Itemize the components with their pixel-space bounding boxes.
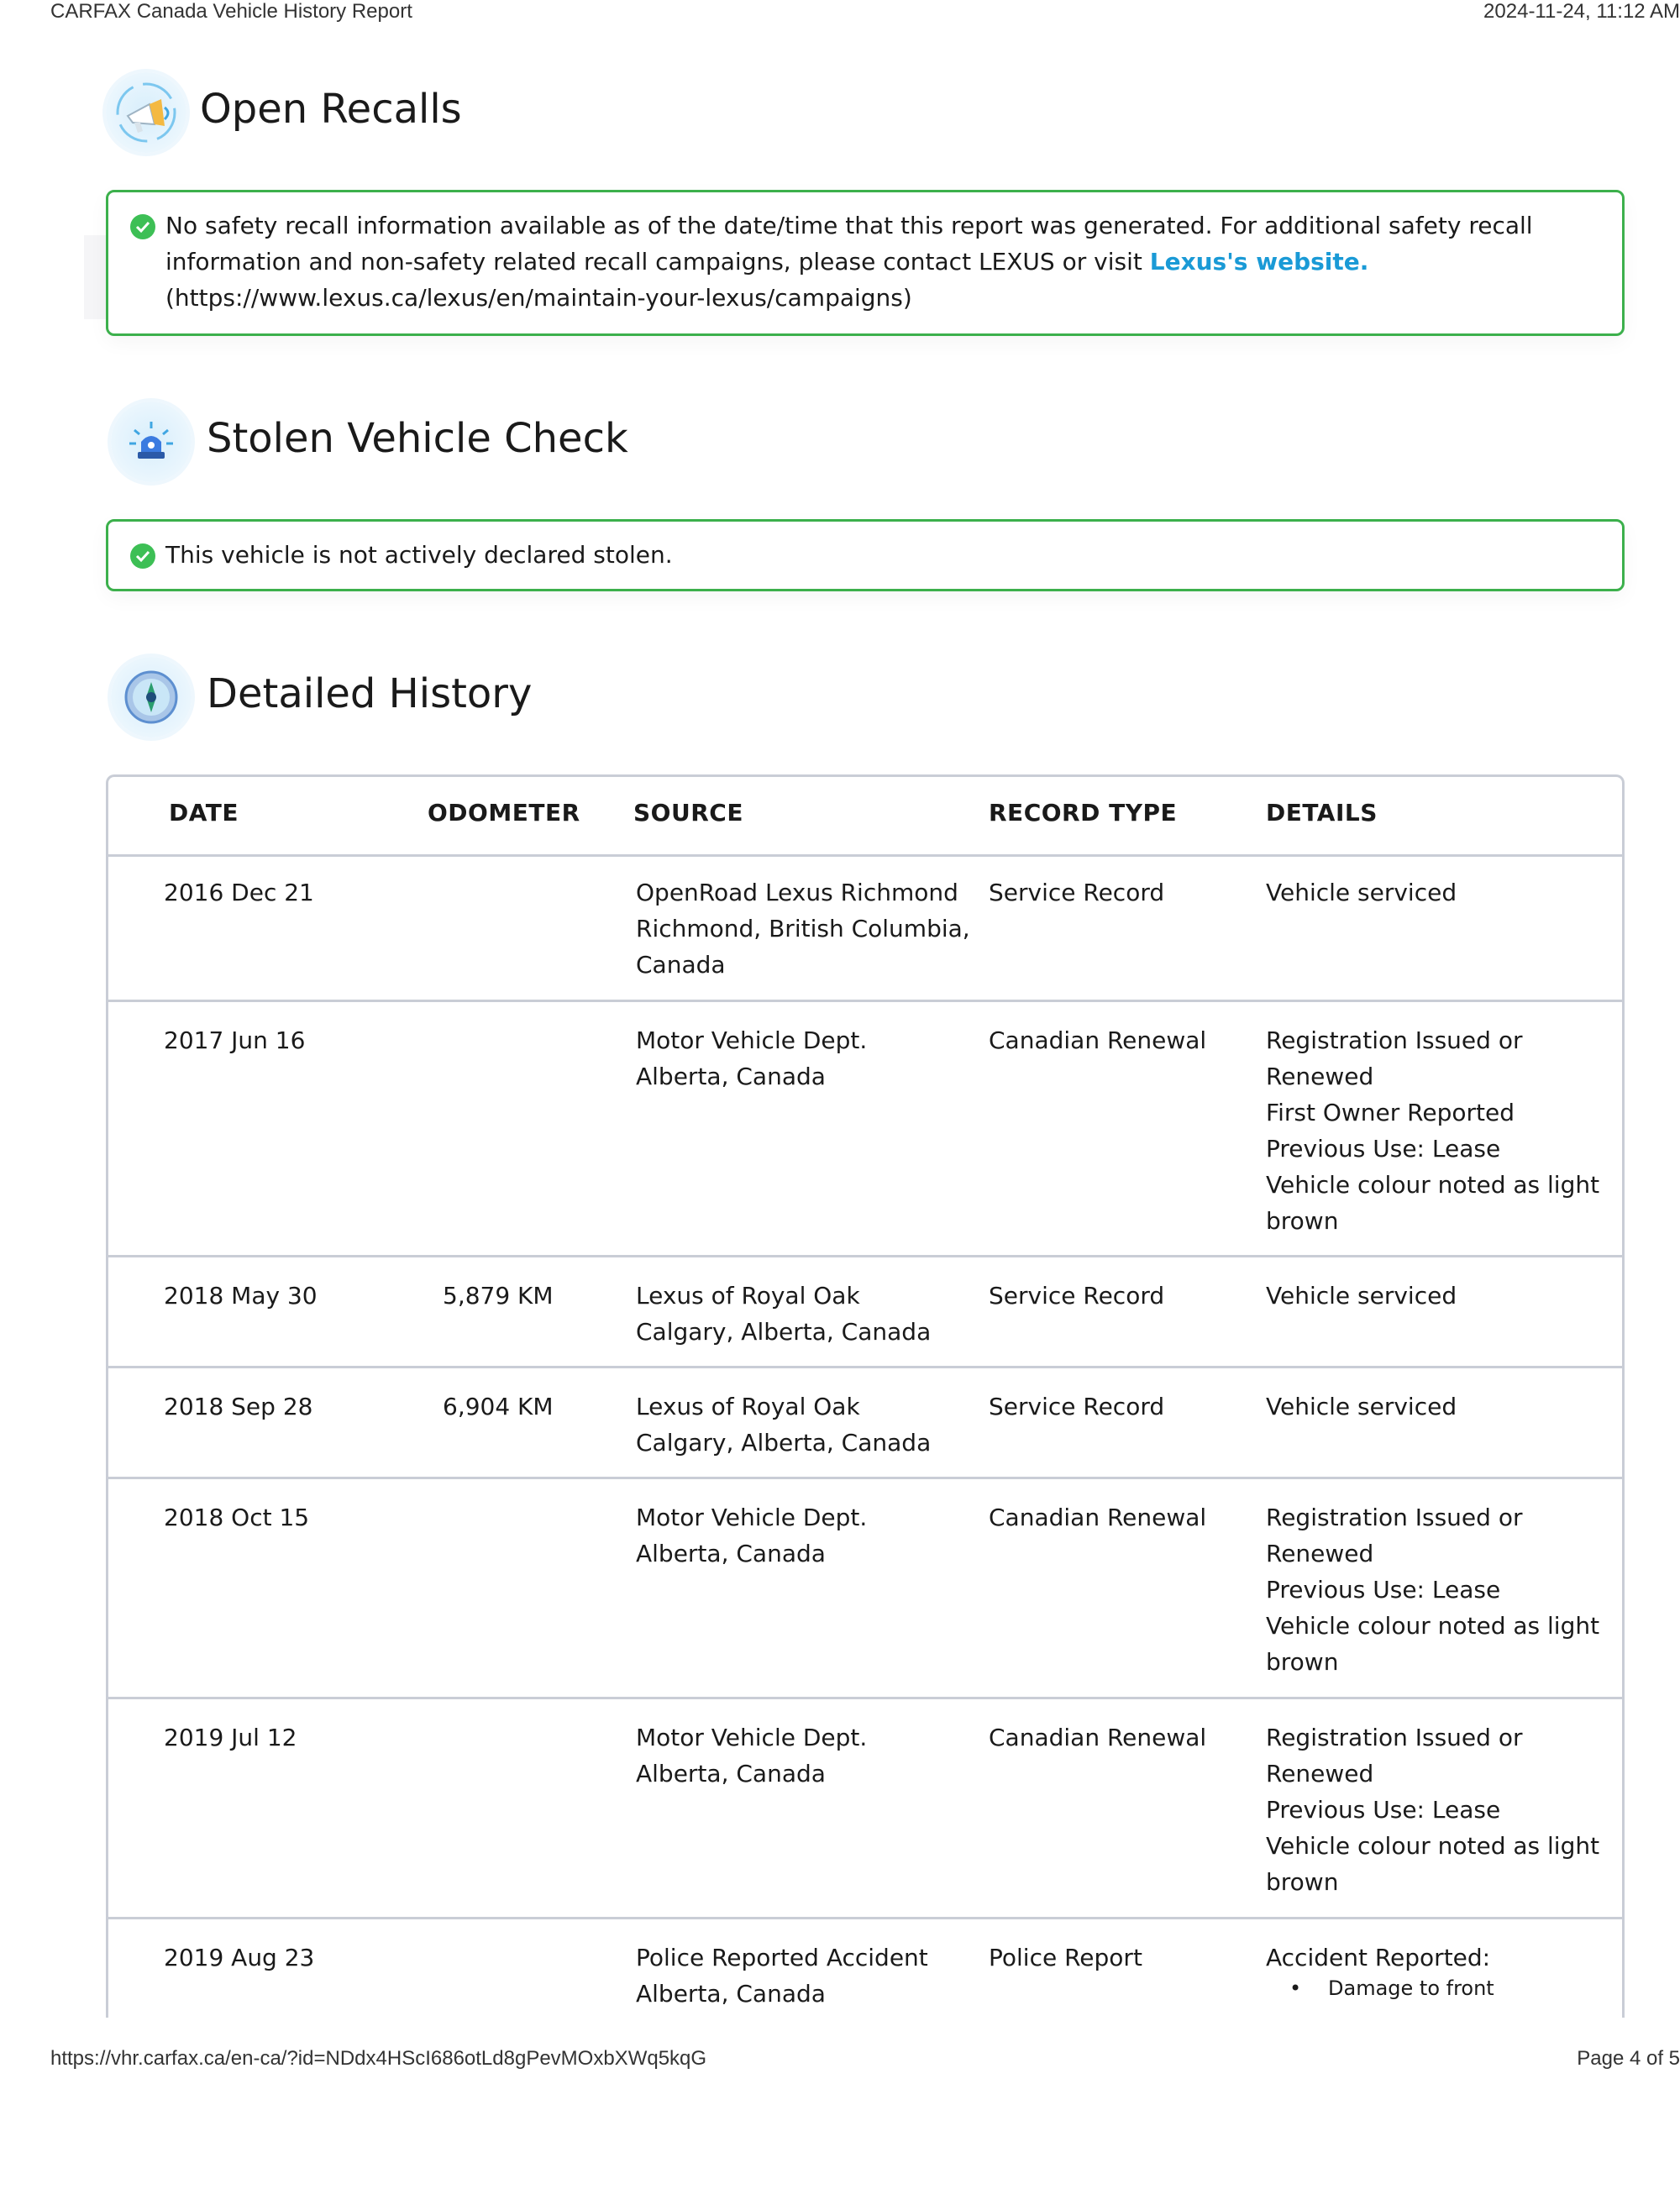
detail-line: Previous Use: Lease	[1266, 1135, 1501, 1163]
row-record-type: Canadian Renewal	[989, 1504, 1207, 1531]
source-line: OpenRoad Lexus Richmond	[636, 879, 958, 906]
detail-line: Registration Issued or	[1266, 1504, 1523, 1531]
table-header	[108, 777, 1622, 857]
history-table	[106, 774, 1625, 2018]
row-details	[1266, 1022, 1599, 1239]
source-line: Calgary, Alberta, Canada	[636, 1318, 932, 1346]
detail-line: Vehicle colour noted as light	[1266, 1171, 1600, 1199]
detail-line: Registration Issued or	[1266, 1724, 1523, 1751]
open-recalls-title: Open Recalls	[200, 86, 462, 133]
damage-list	[1266, 1976, 1494, 2001]
row-date: 2019 Aug 23	[164, 1944, 315, 1971]
column-record-type: RECORD TYPE	[989, 799, 1178, 827]
print-footer	[50, 2047, 1680, 2072]
table-row	[108, 1479, 1622, 1699]
megaphone-icon	[106, 72, 186, 153]
row-details	[1266, 1719, 1599, 1900]
table-row	[108, 1699, 1622, 1919]
detail-line: brown	[1266, 1207, 1339, 1235]
source-line: Calgary, Alberta, Canada	[636, 1429, 932, 1457]
row-details	[1266, 874, 1457, 911]
source-line: Richmond, British Columbia,	[636, 915, 970, 942]
row-details	[1266, 1499, 1599, 1680]
table-row	[108, 1919, 1622, 2018]
table-row	[108, 1002, 1622, 1257]
detail-line: Renewed	[1266, 1063, 1374, 1090]
column-details: DETAILS	[1266, 799, 1378, 827]
check-icon	[130, 214, 155, 239]
table-row	[108, 854, 1622, 1002]
detail-line: Renewed	[1266, 1760, 1374, 1787]
source-line: Lexus of Royal Oak	[636, 1393, 860, 1420]
table-row	[108, 1368, 1622, 1479]
row-date: 2018 Sep 28	[164, 1393, 313, 1420]
detail-line: brown	[1266, 1648, 1339, 1676]
damage-item: • Damage to front	[1328, 1976, 1494, 2001]
source-line: Alberta, Canada	[636, 1063, 826, 1090]
print-footer-page: Page 4 of 5	[1577, 2047, 1680, 2070]
print-footer-url: https://vhr.carfax.ca/en-ca/?id=NDdx4HScI686otLd8gPevMOxbXWq5kqG	[50, 2047, 707, 2070]
column-date: DATE	[169, 799, 239, 827]
row-details	[1266, 1278, 1457, 1314]
stolen-check-message: This vehicle is not actively declared stolen.	[165, 541, 673, 569]
row-details	[1266, 1388, 1457, 1425]
open-recalls-message	[165, 207, 1588, 316]
stolen-check-title: Stolen Vehicle Check	[207, 415, 628, 462]
source-line: Lexus of Royal Oak	[636, 1282, 860, 1310]
row-record-type: Canadian Renewal	[989, 1026, 1207, 1054]
row-source	[636, 1499, 867, 1572]
row-source	[636, 1940, 928, 2012]
print-header-title: CARFAX Canada Vehicle History Report	[50, 0, 412, 23]
row-odometer: 6,904 KM	[443, 1393, 554, 1420]
row-source	[636, 1278, 931, 1350]
row-date: 2016 Dec 21	[164, 879, 314, 906]
lexus-website-link[interactable]: Lexus's website.	[1149, 248, 1369, 276]
row-date: 2017 Jun 16	[164, 1026, 306, 1054]
source-line: Motor Vehicle Dept.	[636, 1724, 868, 1751]
print-header-datetime: 2024-11-24, 11:12 AM	[1483, 0, 1680, 23]
row-record-type: Service Record	[989, 1282, 1165, 1310]
compass-icon	[111, 657, 192, 738]
open-recalls-text: No safety recall information available as of the date/time that this report was generated. For additional safety recall information and non-safety related recall campaigns, please contact LEXUS or visit	[165, 212, 1533, 276]
source-line: Alberta, Canada	[636, 1760, 826, 1787]
row-record-type: Service Record	[989, 1393, 1165, 1420]
check-icon	[130, 543, 155, 569]
detail-line: brown	[1266, 1868, 1339, 1896]
row-record-type: Service Record	[989, 879, 1165, 906]
detail-line: Vehicle serviced	[1266, 1393, 1457, 1420]
table-row	[108, 1257, 1622, 1368]
source-line: Canada	[636, 951, 726, 979]
source-line: Police Reported Accident	[636, 1944, 928, 1971]
open-recalls-url: (https://www.lexus.ca/lexus/en/maintain-your-lexus/campaigns)	[165, 284, 912, 312]
detail-line: Vehicle colour noted as light	[1266, 1832, 1600, 1860]
detail-line: Vehicle serviced	[1266, 1282, 1457, 1310]
source-line: Motor Vehicle Dept.	[636, 1504, 868, 1531]
source-line: Alberta, Canada	[636, 1540, 826, 1567]
source-line: Alberta, Canada	[636, 1980, 826, 2008]
detail-line: Previous Use: Lease	[1266, 1796, 1501, 1824]
column-source: SOURCE	[633, 799, 743, 827]
column-odometer: ODOMETER	[428, 799, 580, 827]
row-record-type: Police Report	[989, 1944, 1142, 1971]
row-source	[636, 1719, 867, 1792]
detail-line: First Owner Reported	[1266, 1099, 1515, 1126]
detail-line: Vehicle colour noted as light	[1266, 1612, 1600, 1640]
siren-icon	[111, 402, 192, 482]
stolen-check-box	[106, 519, 1625, 591]
detail-line: Registration Issued or	[1266, 1026, 1523, 1054]
row-odometer: 5,879 KM	[443, 1282, 554, 1310]
open-recalls-box	[106, 190, 1625, 336]
row-date: 2018 May 30	[164, 1282, 318, 1310]
row-source	[636, 1022, 867, 1094]
detail-line: Renewed	[1266, 1540, 1374, 1567]
row-source	[636, 1388, 931, 1461]
row-details	[1266, 1940, 1494, 2001]
row-date: 2019 Jul 12	[164, 1724, 297, 1751]
detail-line: Previous Use: Lease	[1266, 1576, 1501, 1604]
detailed-history-title: Detailed History	[207, 670, 533, 717]
detail-line: Vehicle serviced	[1266, 879, 1457, 906]
detail-line: Accident Reported:	[1266, 1944, 1491, 1971]
row-source	[636, 874, 970, 983]
source-line: Motor Vehicle Dept.	[636, 1026, 868, 1054]
row-date: 2018 Oct 15	[164, 1504, 310, 1531]
side-shade	[84, 235, 106, 319]
row-record-type: Canadian Renewal	[989, 1724, 1207, 1751]
